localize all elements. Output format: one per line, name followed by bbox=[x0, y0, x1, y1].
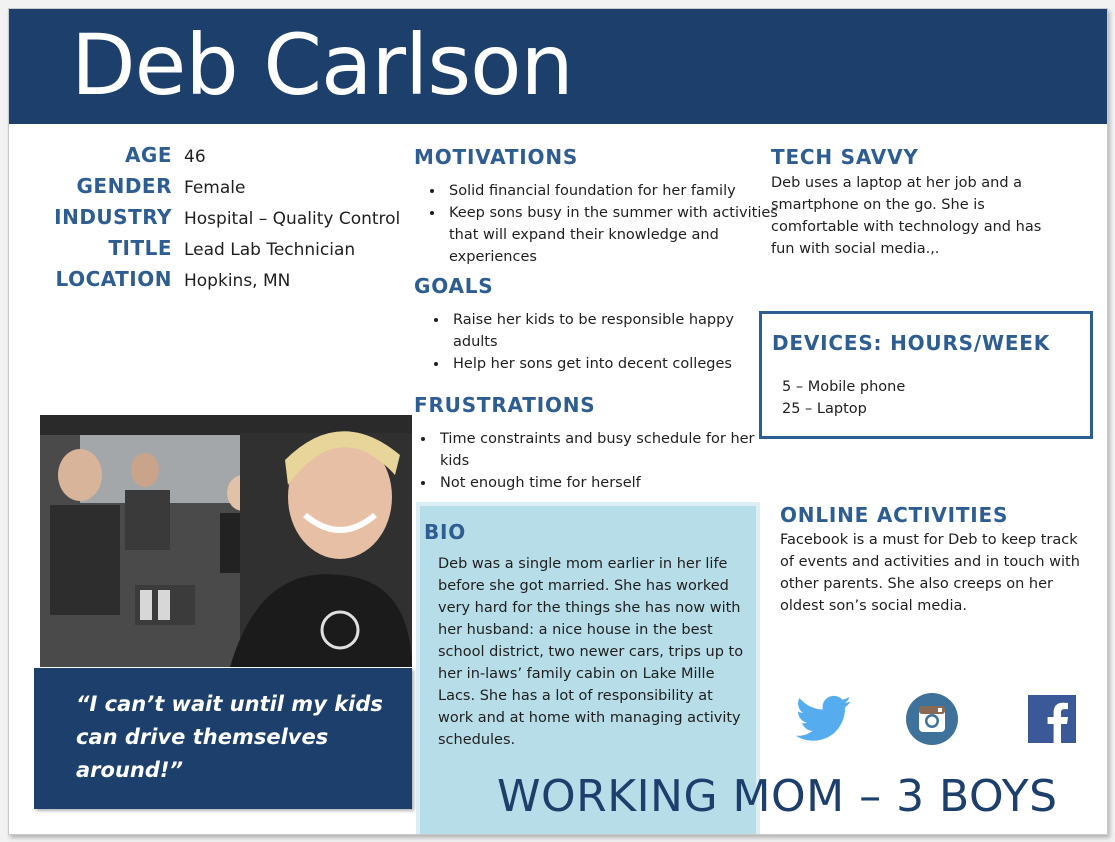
demographic-label: TITLE bbox=[108, 236, 172, 260]
demographic-age bbox=[27, 143, 417, 174]
demographic-value: Female bbox=[184, 178, 246, 198]
online-activities-text: Facebook is a must for Deb to keep track of events and activities and in touch with other parents. She also creeps on her oldest son’s social media. bbox=[780, 532, 1080, 614]
demographic-location bbox=[27, 267, 417, 298]
frustrations-title: FRUSTRATIONS bbox=[414, 393, 596, 417]
demographic-value: Hospital – Quality Control bbox=[184, 209, 401, 229]
demographic-gender bbox=[27, 174, 417, 205]
persona-card bbox=[8, 8, 1108, 835]
motivations-list bbox=[421, 180, 785, 268]
demographic-value: Hopkins, MN bbox=[184, 271, 291, 291]
twitter-icon bbox=[796, 695, 852, 747]
devices-list bbox=[782, 376, 1072, 420]
persona-photo bbox=[40, 415, 412, 667]
persona-quote: “I can’t wait until my kids can drive themselves around!” bbox=[76, 692, 383, 782]
online-activities-title: ONLINE ACTIVITIES bbox=[780, 503, 1009, 527]
device-item: 5 – Mobile phone bbox=[782, 379, 906, 395]
persona-tagline: WORKING MOM – 3 BOYS bbox=[497, 771, 1058, 822]
demographic-label: AGE bbox=[124, 143, 172, 167]
header-banner bbox=[9, 9, 1107, 124]
list-item: • Not enough time for herself bbox=[436, 472, 766, 494]
list-item: • Solid financial foundation for her family bbox=[445, 180, 785, 202]
demographic-label: GENDER bbox=[76, 174, 172, 198]
demographic-label: INDUSTRY bbox=[54, 205, 172, 229]
tech-savvy-title: TECH SAVVY bbox=[771, 145, 919, 169]
devices-title: DEVICES: HOURS/WEEK bbox=[772, 331, 1051, 355]
goals-title: GOALS bbox=[414, 274, 494, 298]
bio-text: Deb was a single mom earlier in her life before she got married. She has worked very hard for the things she has now with her husband: a nice house in the best school district, two newer cars, trips up to her in-laws’ family cabin on Lake Mille Lacs. She has a lot of responsibility at work and at home with managing activity schedules. bbox=[438, 556, 744, 748]
demographic-title bbox=[27, 236, 417, 267]
demographic-value: 46 bbox=[184, 147, 206, 167]
demographic-industry bbox=[27, 205, 417, 236]
demographic-value: Lead Lab Technician bbox=[184, 240, 356, 260]
facebook-icon bbox=[1028, 695, 1076, 747]
list-item: • Raise her kids to be responsible happy adults bbox=[449, 309, 779, 353]
device-item: 25 – Laptop bbox=[782, 401, 867, 417]
persona-name: Deb Carlson bbox=[71, 16, 573, 114]
bio-title: BIO bbox=[424, 520, 467, 544]
list-item: • Help her sons get into decent colleges bbox=[449, 353, 779, 375]
instagram-icon bbox=[906, 693, 958, 749]
list-item: • Time constraints and busy schedule for her kids bbox=[436, 428, 766, 472]
demographic-label: LOCATION bbox=[55, 267, 172, 291]
goals-list bbox=[425, 309, 779, 375]
photo-illustration bbox=[40, 415, 412, 667]
devices-box bbox=[759, 311, 1093, 439]
quote-box bbox=[34, 668, 412, 809]
tech-savvy-text: Deb uses a laptop at her job and a smartphone on the go. She is comfortable with technology and has fun with social media.,. bbox=[771, 175, 1042, 257]
list-item: • Keep sons busy in the summer with activities that will expand their knowledge and experiences bbox=[445, 202, 785, 268]
demographics bbox=[27, 143, 417, 298]
frustrations-list bbox=[412, 428, 766, 494]
motivations-title: MOTIVATIONS bbox=[414, 145, 579, 169]
